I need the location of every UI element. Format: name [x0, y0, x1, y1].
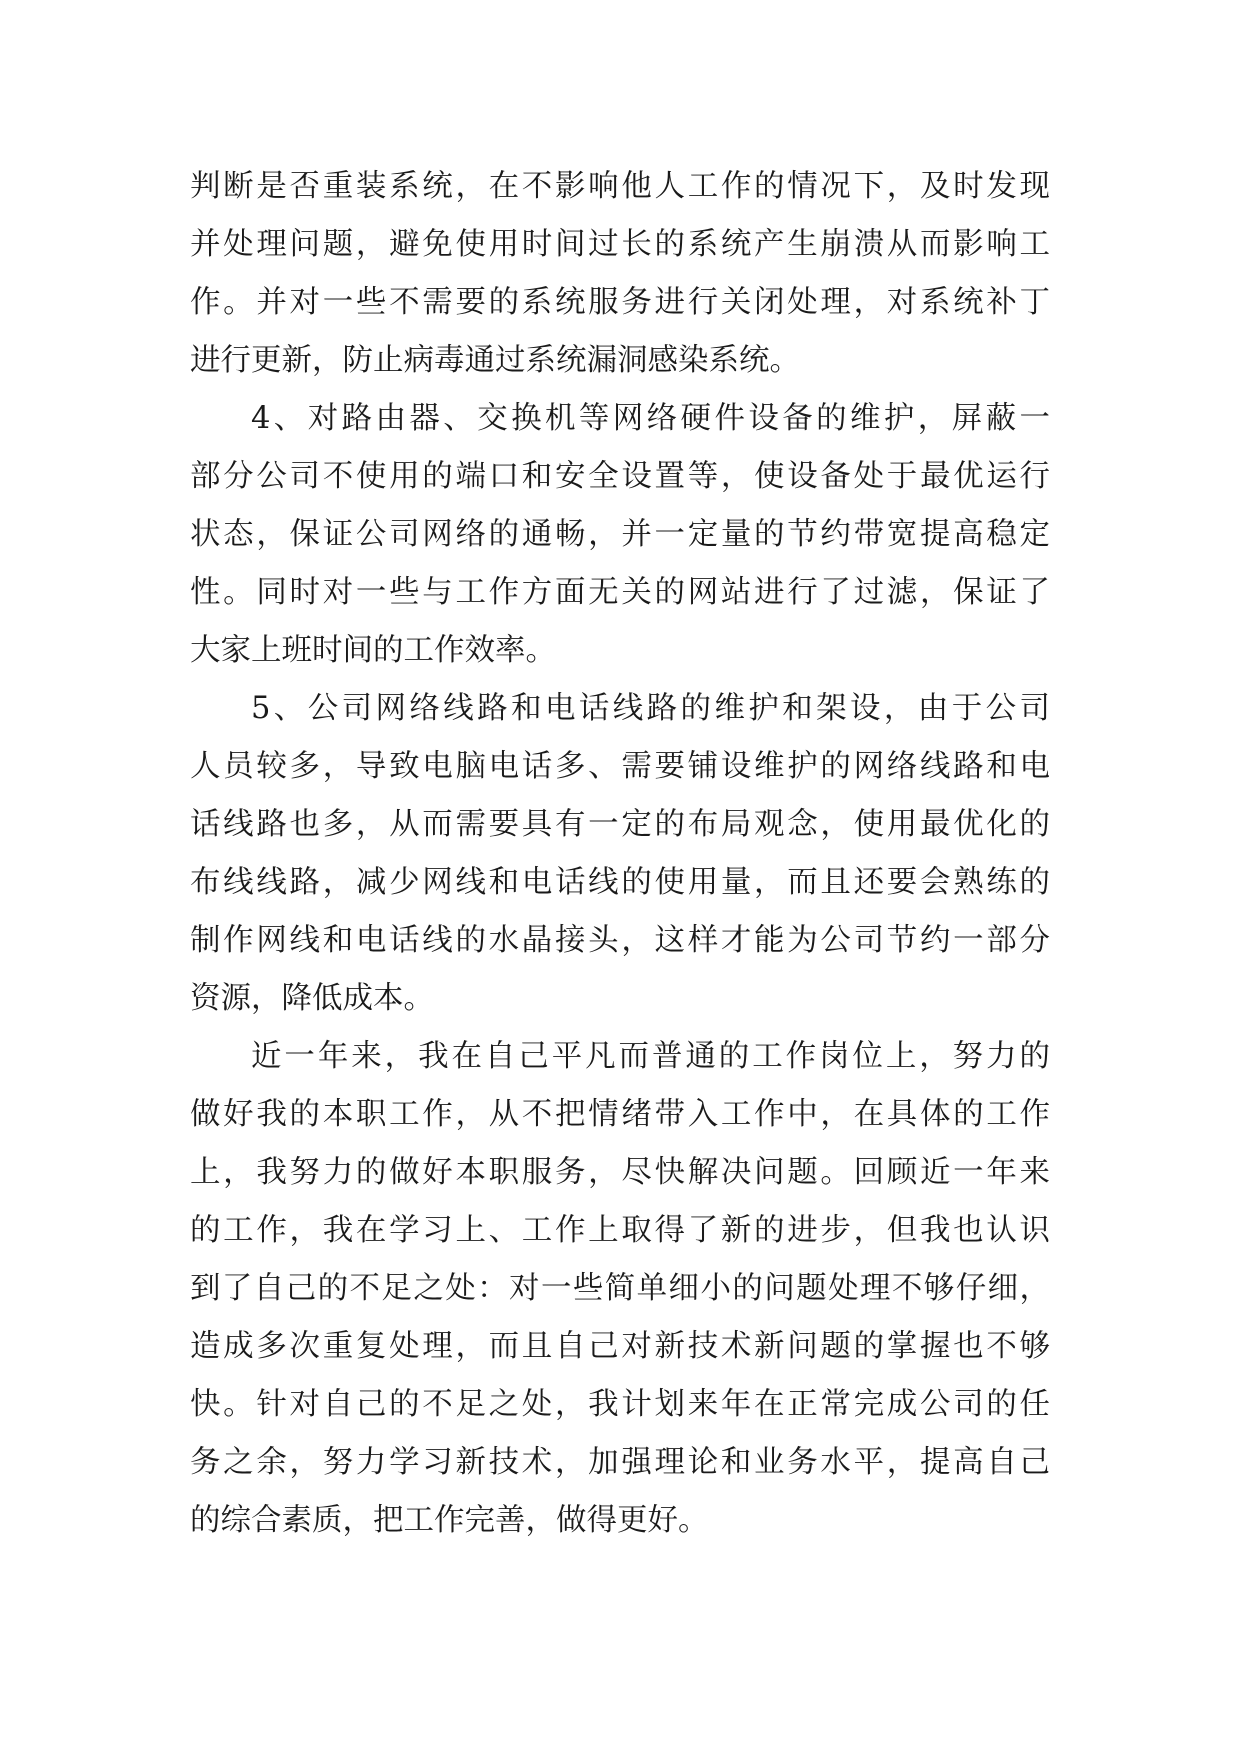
text-line: 做好我的本职工作，从不把情绪带入工作中，在具体的工作	[190, 1097, 1050, 1132]
text-line: 人员较多，导致电脑电话多、需要铺设维护的网络线路和电	[190, 749, 1050, 784]
text-line: 4、对路由器、交换机等网络硬件设备的维护，屏蔽一	[251, 401, 1050, 436]
text-line: 近一年来，我在自己平凡而普通的工作岗位上，努力的	[251, 1039, 1050, 1074]
text-line: 大家上班时间的工作效率。	[190, 633, 556, 668]
text-line: 话线路也多，从而需要具有一定的布局观念，使用最优化的	[190, 807, 1050, 842]
body-text	[190, 158, 1050, 1550]
text-line: 制作网线和电话线的水晶接头，这样才能为公司节约一部分	[190, 923, 1050, 958]
text-line: 快。针对自己的不足之处，我计划来年在正常完成公司的任	[190, 1387, 1050, 1422]
text-line: 并处理问题，避免使用时间过长的系统产生崩溃从而影响工	[190, 227, 1050, 262]
text-line: 判断是否重装系统，在不影响他人工作的情况下，及时发现	[190, 169, 1050, 204]
text-line: 的工作，我在学习上、工作上取得了新的进步，但我也认识	[190, 1213, 1050, 1248]
paragraph-summary	[190, 1028, 1050, 1550]
text-line: 5、公司网络线路和电话线路的维护和架设，由于公司	[251, 691, 1050, 726]
text-line: 到了自己的不足之处：对一些简单细小的问题处理不够仔细，	[190, 1271, 1050, 1306]
text-line: 布线线路，减少网线和电话线的使用量，而且还要会熟练的	[190, 865, 1050, 900]
text-line: 造成多次重复处理，而且自己对新技术新问题的掌握也不够	[190, 1329, 1050, 1364]
text-line: 部分公司不使用的端口和安全设置等，使设备处于最优运行	[190, 459, 1050, 494]
text-line: 进行更新，防止病毒通过系统漏洞感染系统。	[190, 343, 800, 378]
text-line: 上，我努力的做好本职服务，尽快解决问题。回顾近一年来	[190, 1155, 1050, 1190]
text-line: 性。同时对一些与工作方面无关的网站进行了过滤，保证了	[190, 575, 1050, 610]
paragraph-network-hardware	[190, 390, 1050, 680]
text-line: 作。并对一些不需要的系统服务进行关闭处理，对系统补丁	[190, 285, 1050, 320]
text-line: 资源，降低成本。	[190, 981, 434, 1016]
paragraph-cabling	[190, 680, 1050, 1028]
text-line: 务之余，努力学习新技术，加强理论和业务水平，提高自己	[190, 1445, 1050, 1480]
text-line: 的综合素质，把工作完善，做得更好。	[190, 1503, 709, 1538]
text-line: 状态，保证公司网络的通畅，并一定量的节约带宽提高稳定	[190, 517, 1050, 552]
paragraph-system-maintenance	[190, 158, 1050, 390]
